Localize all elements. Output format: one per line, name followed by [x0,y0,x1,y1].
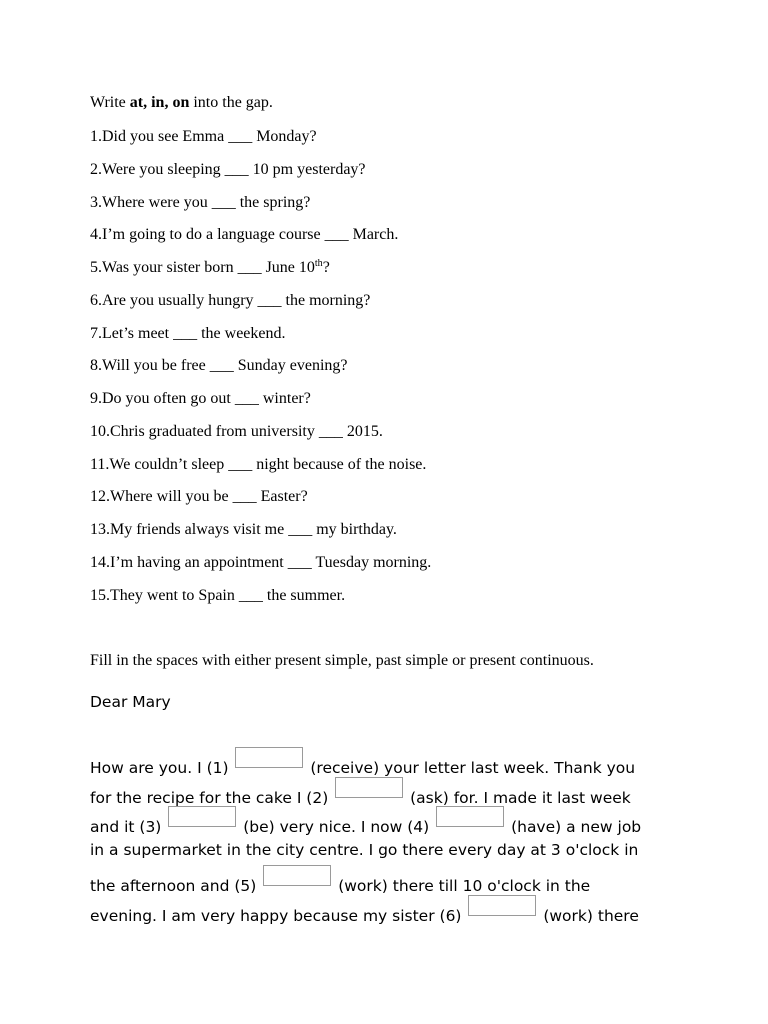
question-item: 10.Chris graduated from university ___ 2015. [90,422,383,440]
question-item: 7.Let’s meet ___ the weekend. [90,324,286,342]
question-item: 13.My friends always visit me ___ my birthday. [90,521,397,538]
letter-text: (work) there [538,906,639,925]
letter-line [90,806,690,836]
letter-text: (have) a new job [506,818,642,836]
answer-box-5[interactable] [263,865,331,886]
ordinal-superscript: th [314,258,323,269]
letter-line [90,865,690,895]
exercise2-instruction: Fill in the spaces with either present simple, past simple or present continuous. [90,652,594,669]
question-list [90,127,431,618]
question-item: 8.Will you be free ___ Sunday evening? [90,357,348,375]
answer-box-1[interactable] [235,747,303,768]
letter-text: evening. I am very happy because my sister (6) [90,906,467,925]
letter-text: in a supermarket in the city centre. I go there every day at 3 o'clock in [90,840,639,859]
question-item: 2.Were you sleeping ___ 10 pm yesterday? [90,160,366,178]
instruction-text: Write [90,94,130,111]
question-item: 9.Do you often go out ___ winter? [90,390,311,407]
letter-line [90,747,690,777]
letter-line [90,895,690,925]
instruction-text: into the gap. [189,94,273,111]
letter-text: and it (3) [90,818,167,836]
question-item: 14.I’m having an appointment ___ Tuesday morning. [90,553,432,571]
letter-text: (be) very nice. I now (4) [238,818,435,836]
question-item: 3.Where were you ___ the spring? [90,193,311,211]
letter-text: (work) there till 10 o'clock in the [333,877,591,895]
letter-text: for the recipe for the cake I (2) [90,788,334,807]
letter-body [90,747,690,924]
letter-line [90,836,690,866]
instruction-bold-text: at, in, on [129,94,190,111]
question-item: 11.We couldn’t sleep ___ night because of the noise. [90,455,427,473]
answer-box-4[interactable] [436,806,504,827]
question-item: 4.I’m going to do a language course ___ March. [90,226,399,244]
letter-text: the afternoon and (5) [90,877,262,895]
question-item: 6.Are you usually hungry ___ the morning? [90,291,371,309]
question-item: 15.They went to Spain ___ the summer. [90,586,346,604]
letter-text: (ask) for. I made it last week [405,788,631,807]
letter-text: (receive) your letter last week. Thank you [305,759,636,777]
question-end: ? [322,259,330,276]
letter-greeting: Dear Mary [90,693,171,711]
exercise1-instruction [90,94,273,112]
question-item: 12.Where will you be ___ Easter? [90,488,308,506]
answer-box-2[interactable] [335,777,403,798]
answer-box-6[interactable] [468,895,536,916]
question-text: 5.Was your sister born ___ June 10 [90,259,315,276]
letter-line [90,777,690,807]
letter-text: How are you. I (1) [90,759,234,777]
question-item: 1.Did you see Emma ___ Monday? [90,128,317,145]
question-item [90,258,431,291]
answer-box-3[interactable] [168,806,236,827]
